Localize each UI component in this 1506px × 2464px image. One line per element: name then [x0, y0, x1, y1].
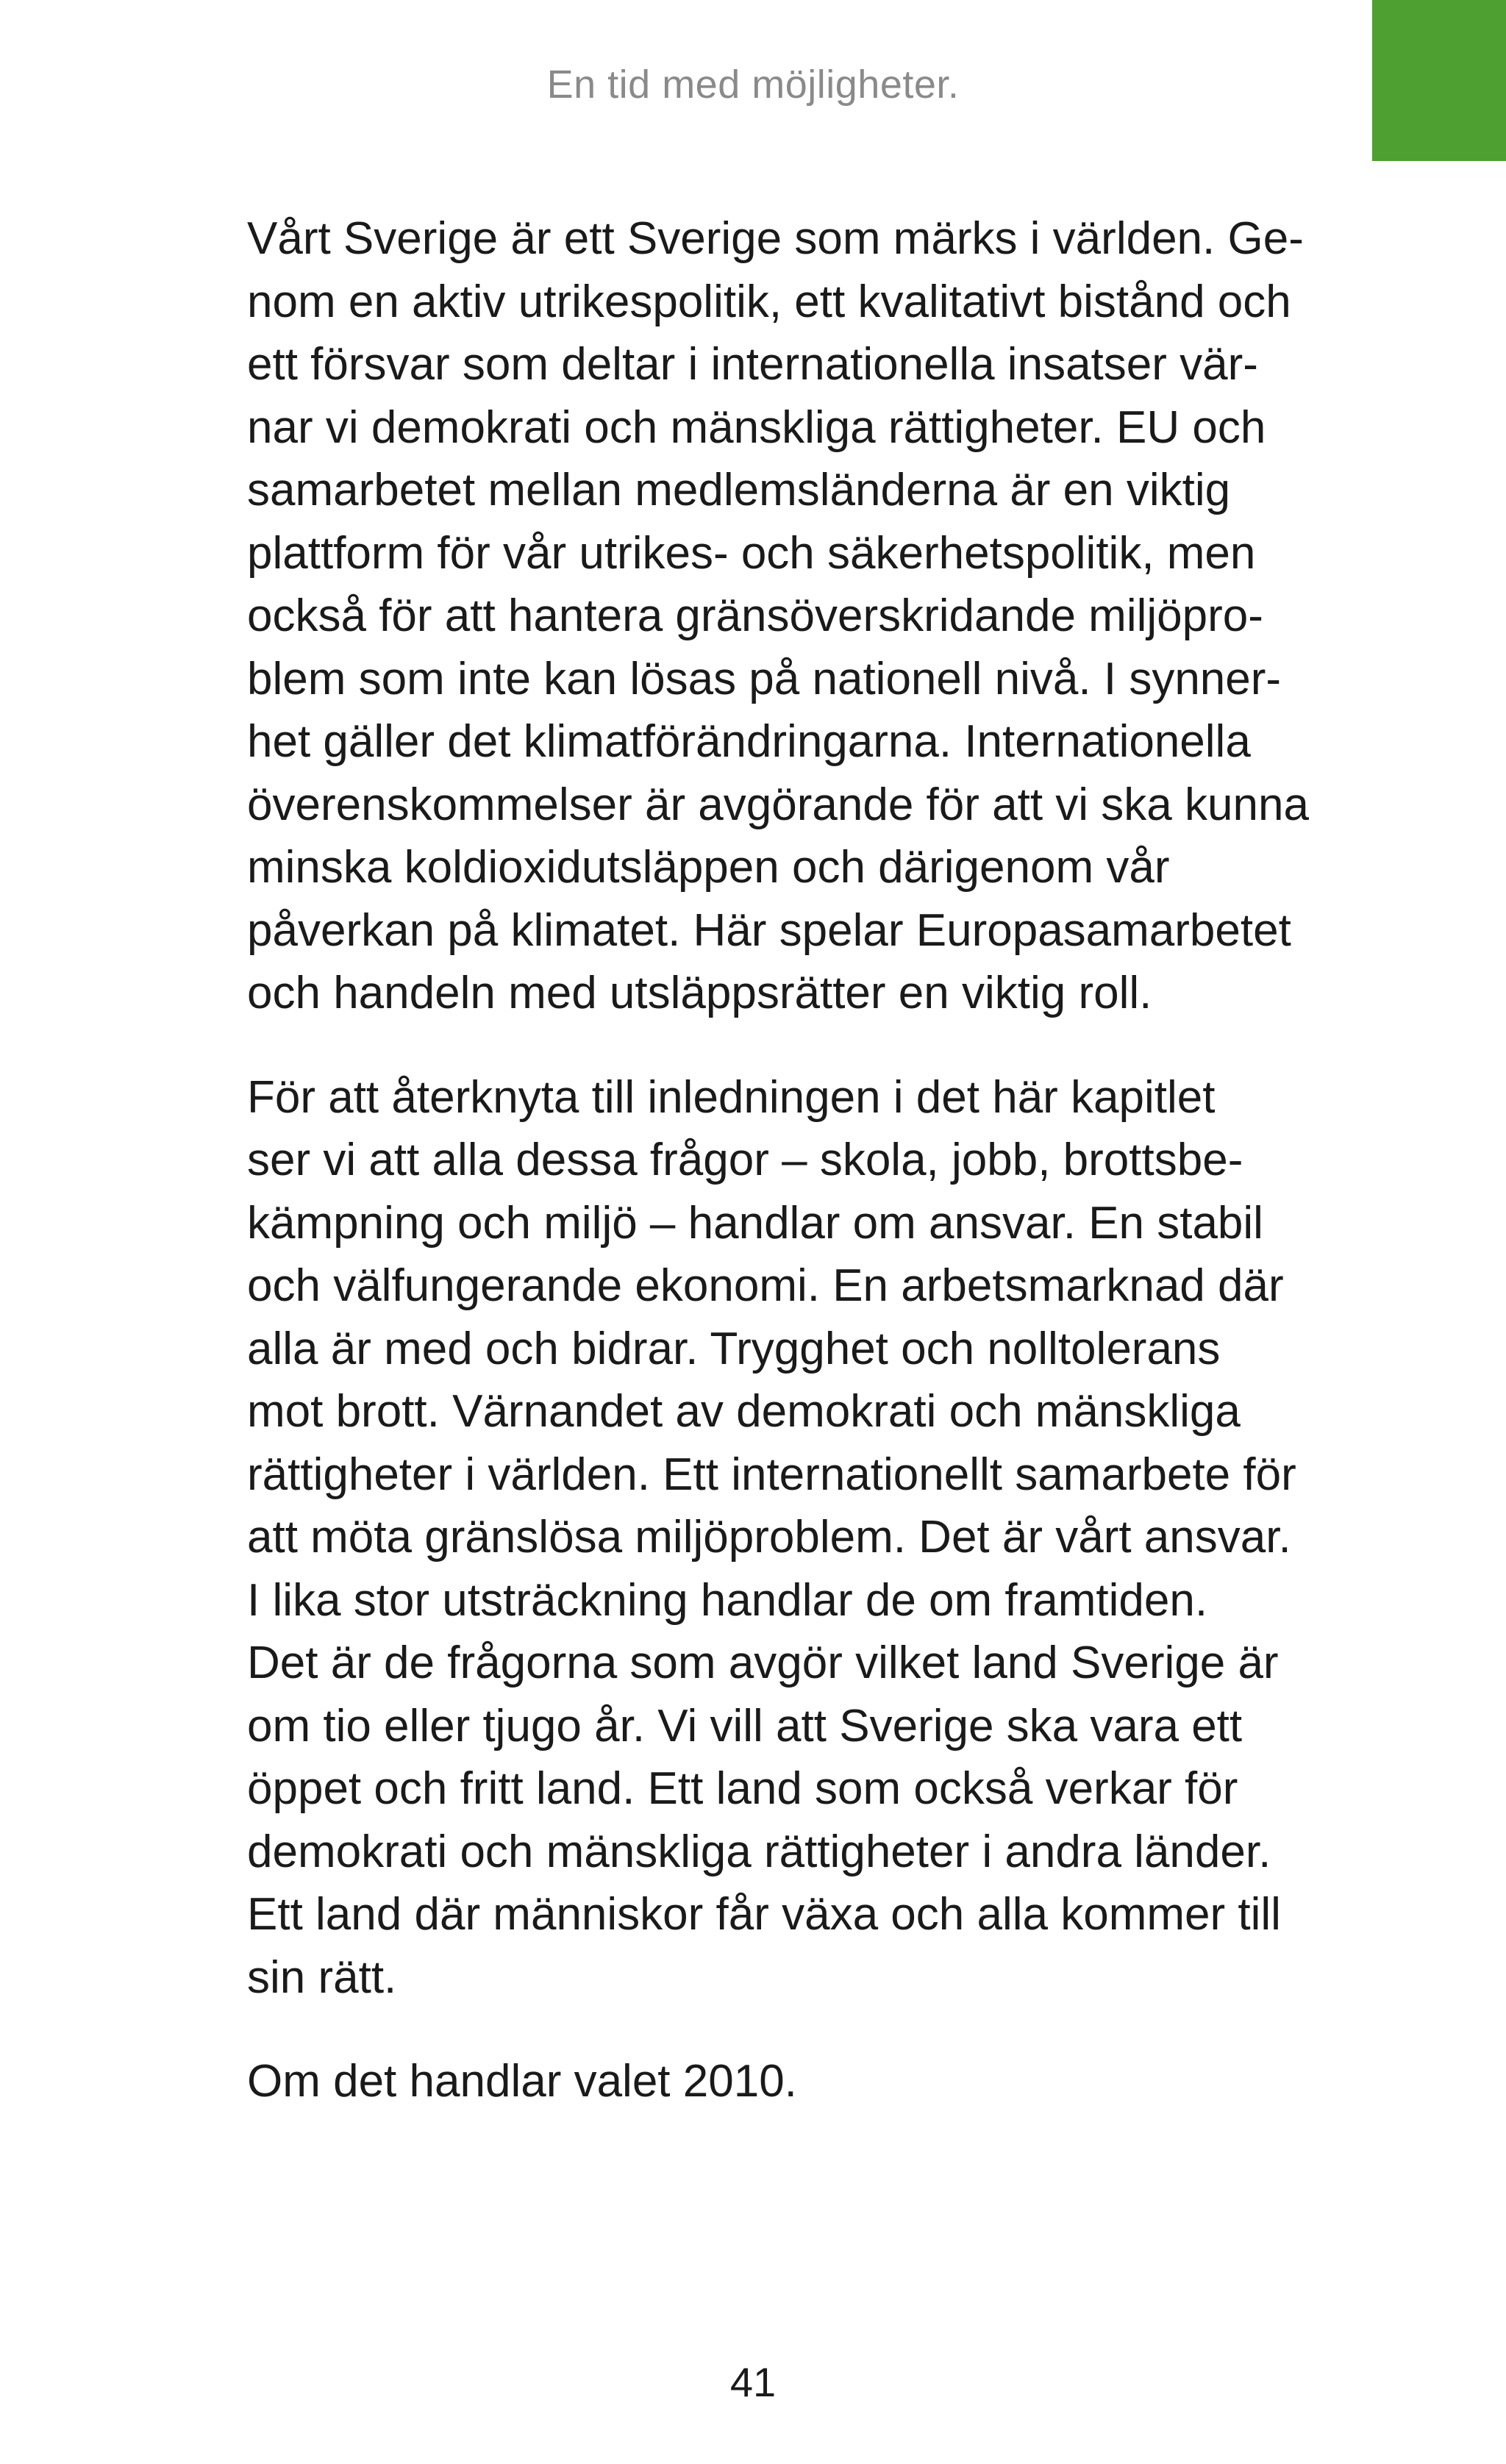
text-line: öppet och fritt land. Ett land som också verkar för — [247, 1763, 1238, 1814]
text-line: blem som inte kan lösas på nationell nivå. I synner- — [247, 653, 1282, 704]
text-line: het gäller det klimatförändringarna. Internationella — [247, 716, 1251, 767]
text-line: ser vi att alla dessa frågor – skola, jobb, brottsbe- — [247, 1135, 1243, 1185]
text-line: demokrati och mänskliga rättigheter i andra länder. — [247, 1826, 1271, 1877]
page-number: 41 — [729, 2359, 777, 2405]
text-line: För att återknyta till inledningen i det här kapitlet — [247, 1071, 1216, 1123]
text-line: och handeln med utsläppsrätter en viktig roll. — [247, 968, 1152, 1018]
text-line: också för att hantera gränsöverskridande miljöpro- — [247, 590, 1263, 641]
text-line: plattform för vår utrikes- och säkerhetspolitik, men — [247, 527, 1256, 579]
text-line: kämpning och miljö – handlar om ansvar. En stabil — [247, 1197, 1263, 1249]
text-line: mot brott. Värnandet av demokrati och mänskliga — [247, 1386, 1241, 1437]
text-line: att möta gränslösa miljöproblem. Det är vårt ansvar. — [247, 1512, 1291, 1563]
body-text — [247, 207, 1350, 2113]
paragraph-1 — [247, 207, 1350, 1025]
text-line: Om det handlar valet 2010. — [247, 2056, 797, 2107]
text-line: nar vi demokrati och mänskliga rättigheter. EU och — [247, 401, 1266, 453]
text-line: om tio eller tjugo år. Vi vill att Sverige ska vara ett — [247, 1700, 1243, 1751]
text-line: Det är de frågorna som avgör vilket land Sverige är — [247, 1638, 1279, 1688]
text-line: Ett land där människor får växa och alla kommer till — [247, 1889, 1281, 1940]
paragraph-2 — [247, 1066, 1350, 2010]
text-line: överenskommelser är avgörande för att vi ska kunna — [247, 779, 1309, 830]
text-line: samarbetet mellan medlemsländerna är en viktig — [247, 465, 1231, 515]
paragraph-3 — [247, 2050, 1350, 2113]
text-line: Vårt Sverige är ett Sverige som märks i världen. Ge- — [247, 213, 1304, 264]
running-header: En tid med möjligheter. — [546, 63, 960, 107]
text-line: alla är med och bidrar. Trygghet och nolltolerans — [247, 1323, 1221, 1374]
text-line: I lika stor utsträckning handlar de om framtiden. — [247, 1574, 1208, 1626]
text-line: rättigheter i världen. Ett internationellt samarbete för — [247, 1449, 1296, 1500]
text-line: sin rätt. — [247, 1951, 397, 2003]
text-line: ett försvar som deltar i internationella insatser vär- — [247, 339, 1258, 390]
text-line: påverkan på klimatet. Här spelar Europasamarbetet — [247, 904, 1291, 956]
text-line: minska koldioxidutsläppen och därigenom vår — [247, 842, 1170, 893]
text-line: nom en aktiv utrikespolitik, ett kvalitativt bistånd och — [247, 276, 1291, 327]
text-line: och välfungerande ekonomi. En arbetsmarknad där — [247, 1260, 1284, 1311]
